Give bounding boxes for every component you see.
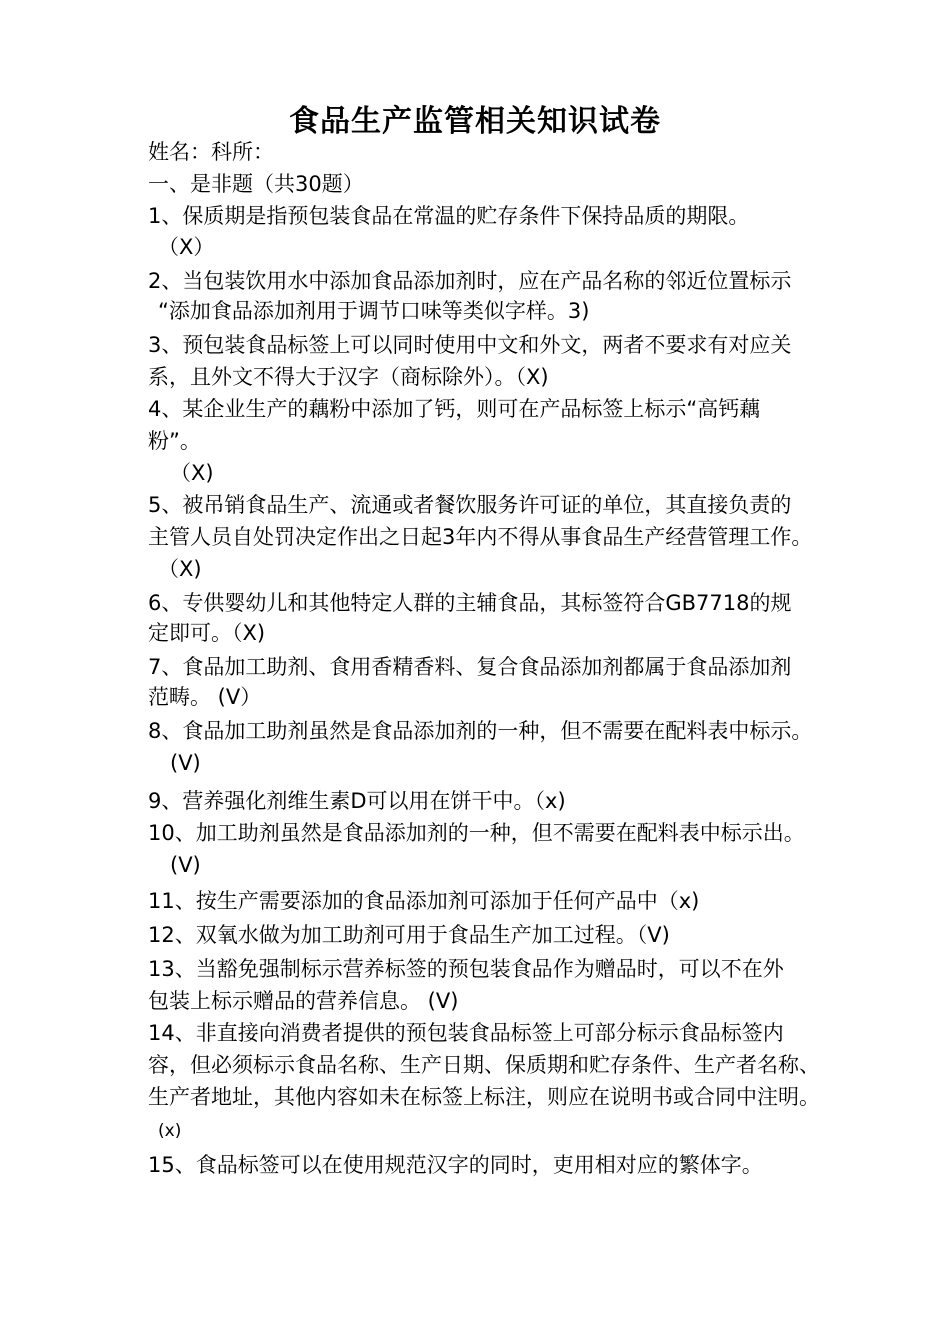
answer-5: （X): [158, 557, 202, 581]
question-9: 9、营养强化剂维生素D可以用在饼干中。（x): [148, 789, 566, 813]
answer-14: (x): [158, 1121, 182, 1141]
question-2-cont: “添加食品添加剂用于调节口味等类似字样。3): [158, 299, 590, 323]
question-2: 2、当包装饮用水中添加食品添加剂时，应在产品名称的邻近位置标示: [148, 269, 792, 293]
answer-1: （X）: [158, 235, 215, 259]
question-6: 6、专供婴幼儿和其他特定人群的主辅食品，其标签符合GB7718的规: [148, 591, 792, 615]
question-3: 3、预包装食品标签上可以同时使用中文和外文，两者不要求有对应关: [148, 333, 792, 357]
question-1: 1、保质期是指预包装食品在常温的贮存条件下保持品质的期限。: [148, 204, 750, 228]
answer-8: (V): [170, 751, 201, 775]
question-5: 5、被吊销食品生产、流通或者餐饮服务许可证的单位，其直接负责的: [148, 493, 792, 517]
question-13-cont: 包装上标示赠品的营养信息。 (V): [148, 989, 459, 1013]
question-6-cont: 定即可。（X): [148, 621, 266, 645]
question-14-cont-2: 生产者地址，其他内容如未在标签上标注，则应在说明书或合同中注明。: [148, 1085, 820, 1109]
question-14-cont-1: 容，但必须标示食品名称、生产日期、保质期和贮存条件、生产者名称、: [148, 1053, 820, 1077]
name-dept-line: 姓名：科所：: [148, 140, 274, 164]
question-11: 11、按生产需要添加的食品添加剂可添加于任何产品中（x): [148, 889, 700, 913]
question-4: 4、某企业生产的藕粉中添加了钙，则可在产品标签上标示“高钙藕: [148, 397, 761, 421]
document-title: 食品生产监管相关知识试卷: [289, 104, 661, 139]
question-14: 14、非直接向消费者提供的预包装食品标签上可部分标示食品标签内: [148, 1021, 784, 1045]
question-8: 8、食品加工助剂虽然是食品添加剂的一种，但不需要在配料表中标示。: [148, 719, 813, 743]
question-13: 13、当豁免强制标示营养标签的预包装食品作为赠品时，可以不在外: [148, 957, 784, 981]
question-5-cont: 主管人员自处罚决定作出之日起3年内不得从事食品生产经营管理工作。: [148, 525, 813, 549]
question-7: 7、食品加工助剂、食用香精香料、复合食品添加剂都属于食品添加剂: [148, 655, 792, 679]
question-15: 15、食品标签可以在使用规范汉字的同时，吏用相对应的繁体字。: [148, 1153, 763, 1177]
question-10: 10、加工助剂虽然是食品添加剂的一种，但不需要在配料表中标示出。: [148, 821, 805, 845]
answer-4: （X): [170, 461, 214, 485]
question-3-cont: 系，且外文不得大于汉字（商标除外）。（X): [148, 365, 549, 389]
answer-10: (V): [170, 853, 201, 877]
question-4-cont: 粉”。: [148, 429, 201, 453]
question-12: 12、双氧水做为加工助剂可用于食品生产加工过程。（V): [148, 923, 670, 947]
section-heading: 一、是非题（共30题）: [148, 172, 364, 196]
question-7-cont: 范畴。 (V）: [148, 685, 262, 709]
